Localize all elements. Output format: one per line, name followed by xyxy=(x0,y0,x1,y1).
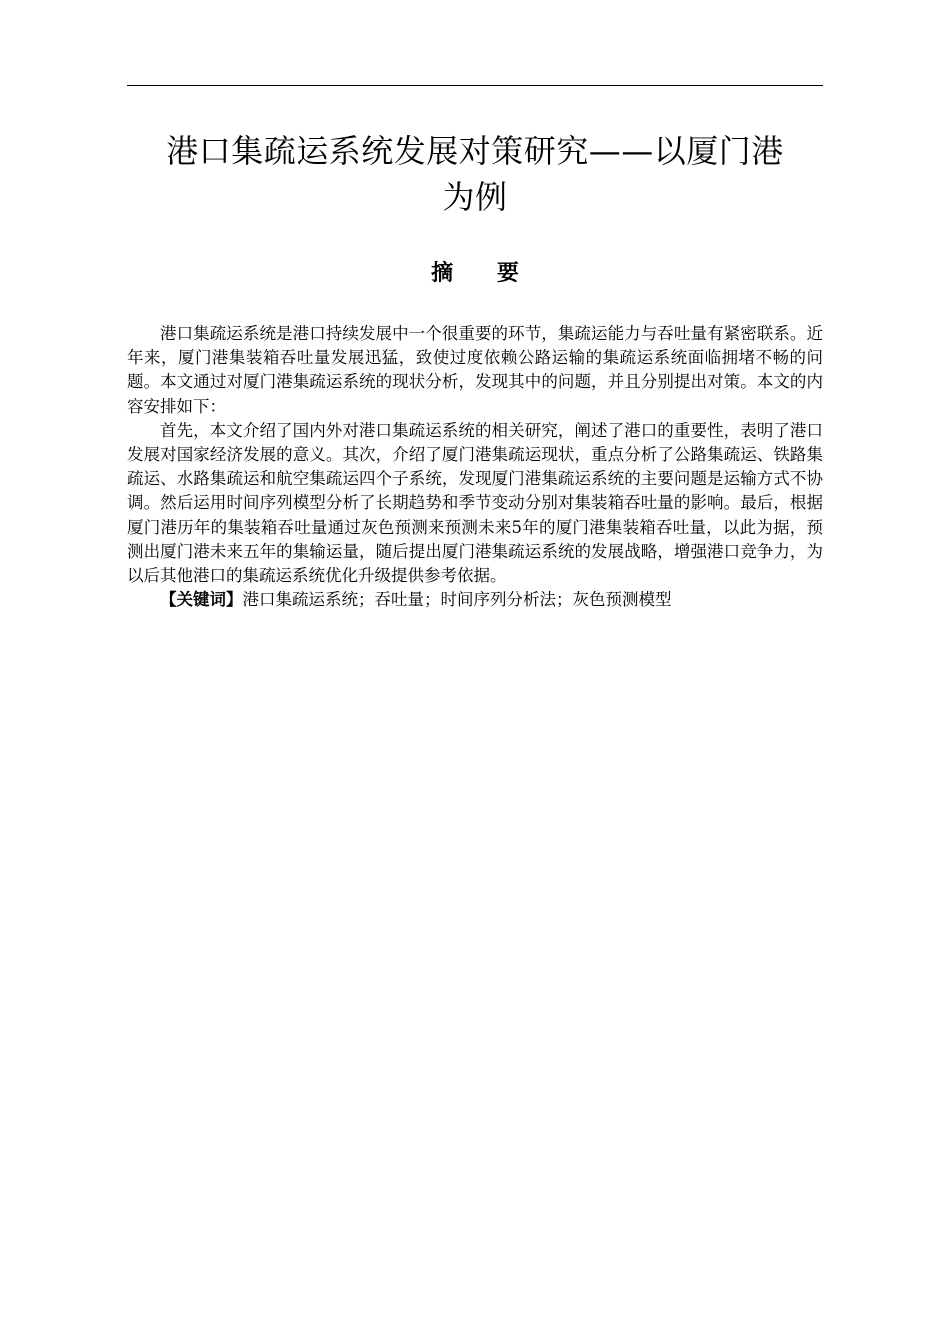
keywords-text: 港口集疏运系统；吞吐量；时间序列分析法；灰色预测模型 xyxy=(242,590,672,610)
abstract-heading: 摘 要 xyxy=(431,261,537,286)
abstract-paragraph-2: 首先，本文介绍了国内外对港口集疏运系统的相关研究，阐述了港口的重要性，表明了港口发展对国家经济发展的意义。其次，介绍了厦门港集疏运现状，重点分析了公路集疏运、铁路集疏运、水路集疏运和航空集疏运四个子系统，发现厦门港集疏运系统的主要问题是运输方式不协调。然后运用时间序列模型分析了长期趋势和季节变动分别对集装箱吞吐量的影响。最后，根据厦门港历年的集装箱吞吐量通过灰色预测来预测未来5年的厦门港集装箱吞吐量，以此为据，预测出厦门港未来五年的集输运量，随后提出厦门港集疏运系统的发展战略，增强港口竞争力，为以后其他港口的集疏运系统优化升级提供参考依据。 xyxy=(127,420,823,586)
document-title xyxy=(127,128,823,220)
title-line-1: 港口集疏运系统发展对策研究——以厦门港 xyxy=(166,132,784,170)
keywords-label: 【关键词】 xyxy=(160,590,243,610)
abstract-paragraph-1: 港口集疏运系统是港口持续发展中一个很重要的环节，集疏运能力与吞吐量有紧密联系。近年来，厦门港集装箱吞吐量发展迅猛，致使过度依赖公路运输的集疏运系统面临拥堵不畅的问题。本文通过对厦门港集疏运系统的现状分析，发现其中的问题，并且分别提出对策。本文的内容安排如下： xyxy=(127,324,823,416)
title-line-2: 为例 xyxy=(442,178,508,216)
keywords-line xyxy=(127,588,823,612)
abstract-body xyxy=(127,322,823,612)
header-rule xyxy=(127,85,823,86)
